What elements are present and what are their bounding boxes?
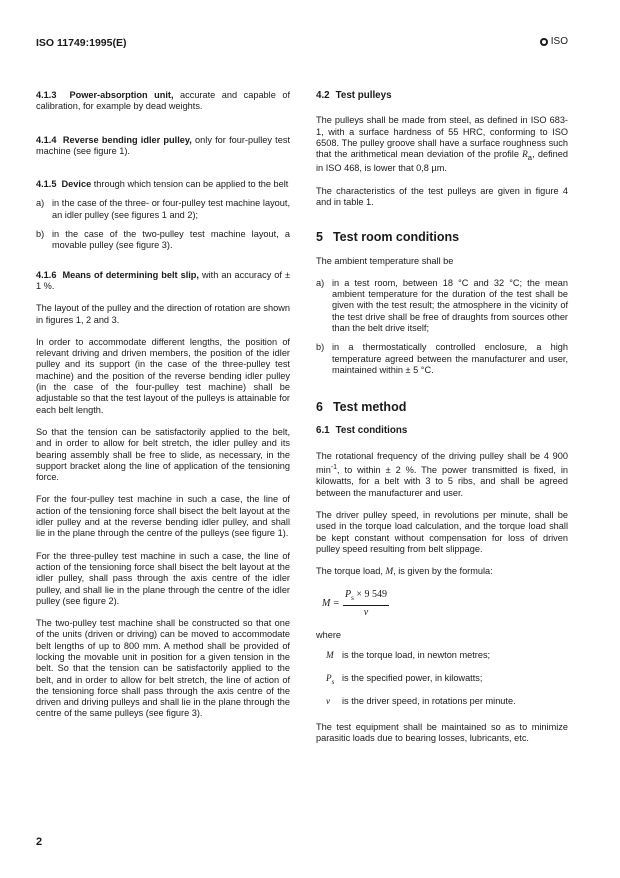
section-number: 6 — [316, 400, 323, 415]
section-title: Test pulleys — [335, 90, 392, 101]
list-label: a) — [36, 198, 45, 209]
formula-fraction — [343, 589, 389, 619]
clause-title: Power-absorption unit, — [69, 90, 174, 100]
list-item — [36, 229, 290, 252]
torque-formula — [322, 589, 568, 619]
section-heading-6-1 — [316, 425, 568, 436]
right-column — [316, 90, 568, 755]
paragraph: The layout of the pulley and the direction of rotation are shown in figures 1, 2 and 3. — [36, 303, 290, 325]
list-text: in a test room, between 18 °C and 32 °C; the mean ambient temperature for the duration of the test shall be given with the test result; the atmosphere in the vicinity of the test drive shall be free of draughts from sources other than the belt drive itself; — [332, 277, 568, 333]
variable-text: is the specified power, in kilowatts; — [342, 672, 483, 683]
section-number: 5 — [316, 230, 323, 245]
standard-number: ISO 11749:1995(E) — [36, 36, 127, 49]
section-heading-4-2 — [316, 90, 568, 101]
variable-text: is the torque load, in newton metres; — [342, 650, 491, 661]
clause-title: Means of determining belt slip, — [62, 269, 199, 280]
list-label: b) — [316, 342, 325, 353]
variable-definition — [326, 696, 568, 710]
clause-number: 4.1.4 — [36, 134, 57, 145]
clause-number: 4.1.6 — [36, 269, 57, 280]
list-text: in a thermostatically controlled enclosure, a high temperature agreed between the manufacturer and user, maintained within ± 5 °C. — [332, 342, 568, 375]
paragraph — [316, 115, 568, 174]
section-title: Test method — [332, 400, 407, 415]
list-item — [316, 278, 568, 334]
formula-symbol: P — [344, 588, 352, 600]
symbol-letter: P — [326, 672, 332, 683]
list-item — [36, 198, 290, 221]
math-symbol: R — [522, 149, 528, 160]
variable-symbol — [326, 650, 342, 664]
superscript: -1 — [330, 464, 338, 472]
paragraph: The ambient temperature shall be — [316, 255, 454, 266]
list-text: in the case of the three- or four-pulley test machine layout, an idler pulley (see figures 1 and 2); — [52, 198, 290, 220]
clause-number: 4.1.3 — [36, 90, 57, 100]
math-symbol: M — [385, 566, 394, 577]
text-run: , to within ± 2 %. The power transmitted is fixed, in kilowatts, for a belt with 3 to 5 ribs, and shall be agreed between the manufacturer and user. — [316, 465, 568, 498]
text-run: The pulleys shall be made from steel, as defined in ISO 683-1, with a surface hardness of 55 HRC, conforming to ISO 6508. The pulley groove shall have a surface roughness such that the arithmetical mean deviation of the profile — [316, 115, 568, 160]
clause-4-1-5 — [36, 179, 290, 190]
paragraph: The test equipment shall be maintained so as to minimize parasitic loads due to bearing losses, lubricants, etc. — [316, 721, 568, 744]
section-heading-6 — [316, 402, 568, 413]
paragraph: In order to accommodate different lengths, the position of relevant driving and driven members, the position of the idler pulley and its support (in the case of the three-pulley test machine) and the position of the reverse bending idler pulley (in the case of the four-pulley test machine) shall be adjustable so that the test layout of the pulleys is attainable for each belt length. — [36, 336, 290, 415]
paragraph: So that the tension can be satisfactorily applied to the belt, and in order to allow for belt stretch, the idler pulley and its bearing assembly shall be free to slide, as necessary, in the support bracket along the line of application of the tensioning force. — [36, 426, 290, 483]
text-run: , defined in ISO 468, is lower that 0,8 µm. — [316, 149, 568, 174]
formula-numerator — [343, 589, 389, 606]
clause-text: through which tension can be applied to the belt — [91, 179, 289, 190]
variable-text: is the driver speed, in rotations per minute. — [342, 695, 516, 706]
clause-4-1-6 — [36, 270, 290, 293]
text-run: The rotational frequency of the driving pulley shall be 4 900 min — [316, 450, 568, 476]
paragraph — [316, 451, 568, 499]
math-subscript: a — [527, 153, 533, 163]
clause-4-1-3 — [36, 90, 290, 113]
clause-4-1-4 — [36, 135, 290, 158]
paragraph: where — [316, 630, 342, 641]
formula-constant: × 9 549 — [353, 588, 387, 600]
list-label: b) — [36, 229, 45, 240]
page-number: 2 — [36, 836, 43, 848]
section-heading-5 — [316, 232, 568, 243]
section-title: Test room conditions — [332, 230, 460, 245]
list-label: a) — [316, 277, 325, 288]
copyright-org: ISO — [550, 36, 568, 47]
clause-title: Reverse bending idler pulley, — [62, 134, 192, 145]
formula-equals: = — [333, 597, 339, 609]
paragraph: The characteristics of the test pulleys are given in figure 4 and in table 1. — [316, 185, 568, 207]
formula-denominator: v — [363, 606, 369, 618]
variable-symbol — [326, 673, 342, 688]
clause-text: accurate and capable of calibration, for example by dead weights. — [36, 90, 290, 112]
copyright-notice — [540, 36, 568, 47]
symbol-letter: M — [326, 650, 334, 661]
text-run: The torque load, — [316, 566, 386, 577]
paragraph — [316, 566, 568, 577]
paragraph: The two-pulley test machine shall be constructed so that one of the units (driven or driving) can be moved to accommodate belt lengths of up to 800 mm. A method shall be provided of locking the movable unit in position for a given tension in the belt. So that the tension can be satisfactorily applied to the belt, and in order to allow for belt stretch, the line of action of the tensioning force shall pass through the axis centre of the driven and driving pulleys and shall lie in the plane through the centre of the same pulleys (see figure 3). — [36, 618, 290, 719]
formula-lhs: M — [322, 597, 331, 609]
clause-text: only for four-pulley test machine (see figure 1). — [36, 134, 290, 156]
list-text: in the case of the two-pulley test machine layout, a movable pulley (see figure 3). — [52, 229, 290, 251]
variable-symbol — [326, 696, 342, 710]
clause-number: 4.1.5 — [36, 179, 57, 190]
page-header — [36, 36, 568, 49]
paragraph: For the four-pulley test machine in such a case, the line of action of the tensioning force shall bisect the belt layout at the idler pulley and at the reverse bending idler pulley, and shall lie in the plane through the centre of the pulleys (see figure 1). — [36, 494, 290, 539]
copyright-icon — [540, 38, 548, 46]
variable-definition — [326, 650, 568, 664]
section-number: 4.2 — [316, 90, 330, 101]
formula-subscript: s — [351, 593, 354, 602]
text-run: , is given by the formula: — [393, 566, 493, 577]
list-item — [316, 342, 568, 376]
paragraph: The driver pulley speed, in revolutions per minute, shall be used in the torque load calculation, and the torque load shall be kept constant without compensation for loss of driven pulley speed resulting from belt slippage. — [316, 510, 568, 554]
clause-text: with an accuracy of ± 1 %. — [36, 269, 290, 291]
clause-title: Device — [61, 179, 92, 190]
section-title: Test conditions — [335, 425, 408, 437]
symbol-subscript: s — [331, 677, 335, 686]
symbol-letter: v — [326, 695, 331, 706]
variable-definition — [326, 673, 568, 688]
section-number: 6.1 — [316, 425, 330, 437]
paragraph: For the three-pulley test machine in such a case, the line of action of the tensioning force shall bisect the belt layout at the idler pulley, shall pass through the axis centre of the idler pulley, and shall lie in the plane through the centre of the idler pulley (see figure 2). — [36, 550, 290, 606]
left-column — [36, 90, 290, 731]
